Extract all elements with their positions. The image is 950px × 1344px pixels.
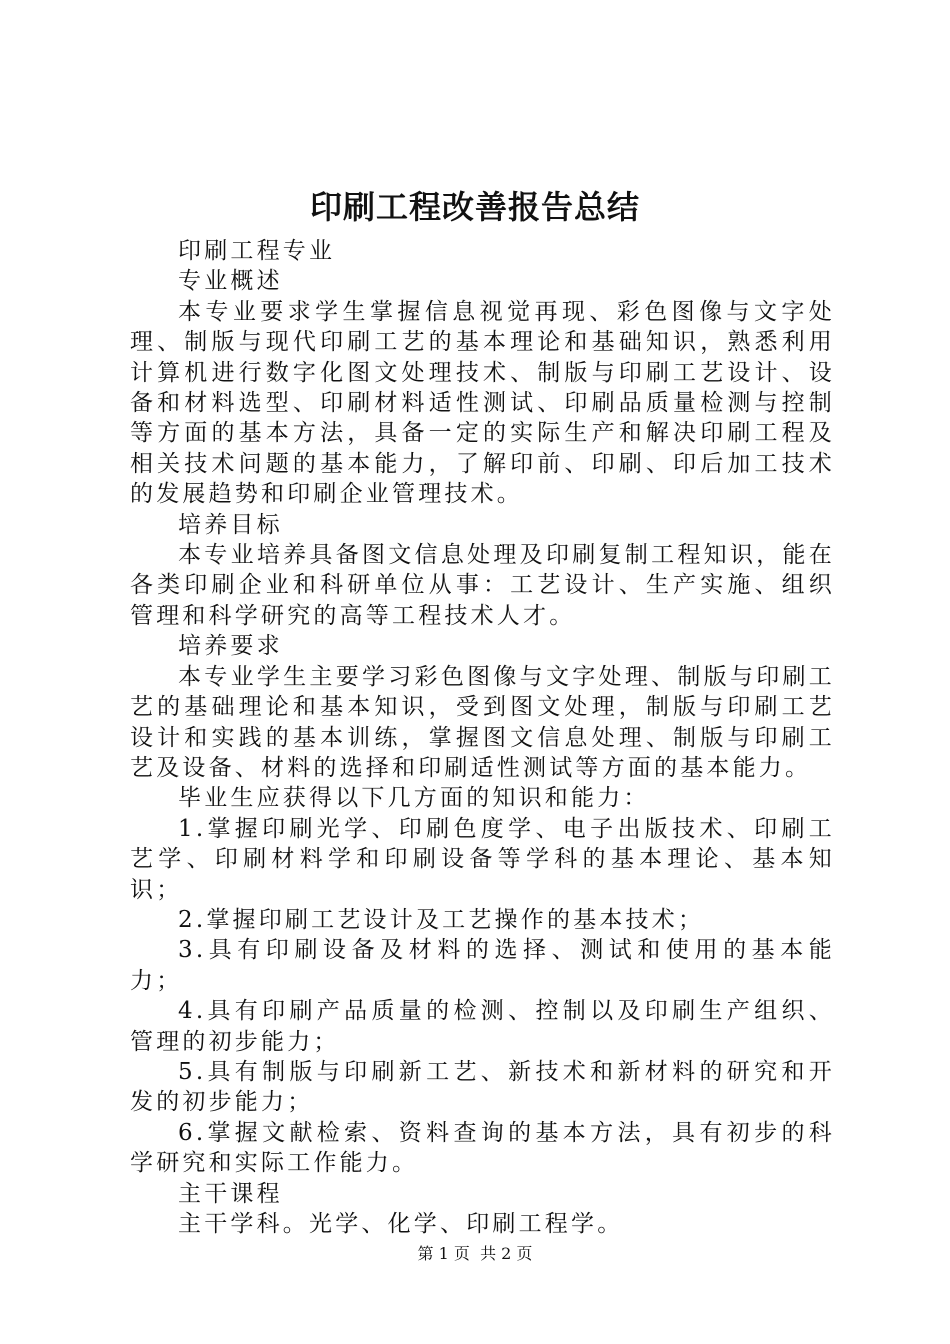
paragraph-abilities-intro: 毕业生应获得以下几方面的知识和能力： bbox=[178, 785, 650, 812]
page-footer bbox=[0, 1242, 950, 1266]
paragraph-overview: 本专业要求学生掌握信息视觉再现、彩色图像与文字处理、制版与现代印刷工艺的基本理论和基础知识，熟悉利用计算机进行数字化图文处理技术、制版与印刷工艺设计、设备和材料选型、印刷材料适性测试、印刷品质量检测与控制等方面的基本方法，具备一定的实际生产和解决印刷工程及相关技术问题的基本能力，了解印前、印刷、印后加工技术的发展趋势和印刷企业管理技术。 bbox=[130, 298, 835, 508]
document-body bbox=[130, 236, 835, 1239]
list-item-ability-6: 6.掌握文献检索、资料查询的基本方法，具有初步的科学研究和实际工作能力。 bbox=[130, 1119, 835, 1177]
list-item-ability-1: 1.掌握印刷光学、印刷色度学、电子出版技术、印刷工艺学、印刷材料学和印刷设备等学科的基本理论、基本知识； bbox=[130, 815, 835, 903]
list-item-ability-5: 5.具有制版与印刷新工艺、新技术和新材料的研究和开发的初步能力； bbox=[130, 1058, 835, 1116]
paragraph-training-requirements: 本专业学生主要学习彩色图像与文字处理、制版与印刷工艺的基础理论和基本知识，受到图文处理，制版与印刷工艺设计和实践的基本训练，掌握图文信息处理、制版与印刷工艺及设备、材料的选择和印刷适性测试等方面的基本能力。 bbox=[130, 663, 835, 781]
paragraph-main-subjects: 主干学科。光学、化学、印刷工程学。 bbox=[178, 1211, 624, 1237]
list-item-ability-2: 2.掌握印刷工艺设计及工艺操作的基本技术； bbox=[178, 906, 705, 933]
heading-training-goal: 培养目标 bbox=[178, 511, 283, 538]
page-number-label: 第 1 页 共 2 页 bbox=[417, 1244, 533, 1263]
paragraph-training-goal: 本专业培养具备图文信息处理及印刷复制工程知识，能在各类印刷企业和科研单位从事：工艺设计、生产实施、组织管理和科学研究的高等工程技术人才。 bbox=[130, 542, 835, 629]
list-item-ability-3: 3.具有印刷设备及材料的选择、测试和使用的基本能力； bbox=[130, 937, 835, 994]
document-title: 印刷工程改善报告总结 bbox=[309, 188, 640, 226]
heading-main-courses: 主干课程 bbox=[178, 1180, 283, 1207]
list-item-ability-4: 4.具有印刷产品质量的检测、控制以及印刷生产组织、管理的初步能力； bbox=[130, 998, 835, 1055]
heading-training-requirements: 培养要求 bbox=[178, 633, 283, 660]
heading-overview: 专业概述 bbox=[178, 268, 283, 295]
paragraph-major-name: 印刷工程专业 bbox=[178, 238, 336, 264]
